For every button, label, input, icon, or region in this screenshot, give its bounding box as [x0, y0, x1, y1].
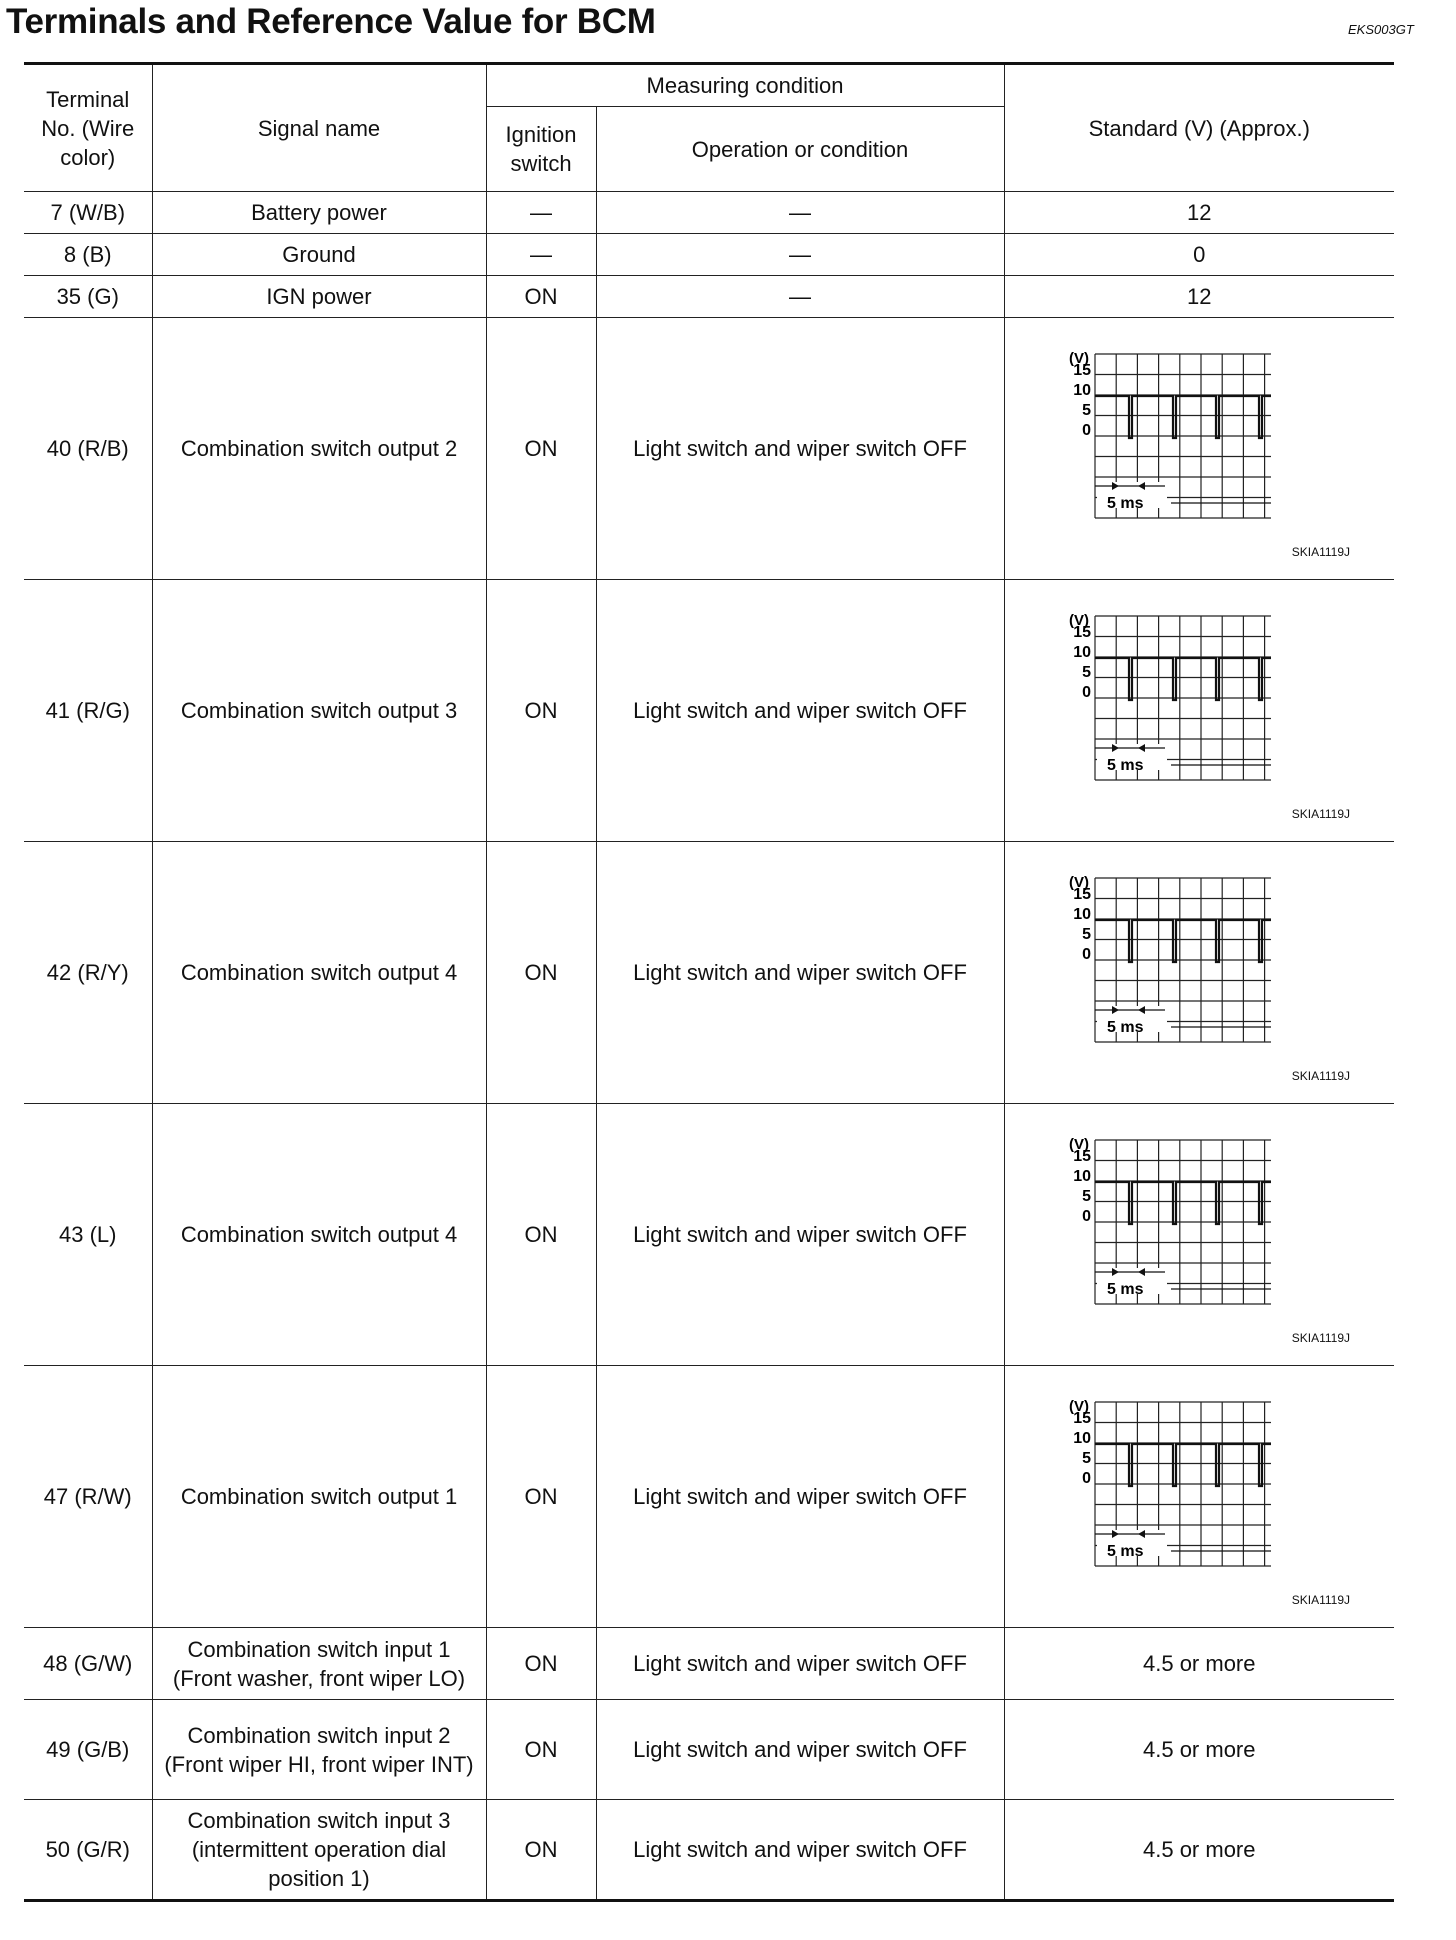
waveform-cell [1004, 318, 1394, 580]
signal-cell: Combination switch output 1 [152, 1366, 486, 1628]
y-axis-unit: (V) [1068, 1136, 1089, 1153]
header-measuring-condition: Measuring condition [486, 64, 1004, 107]
header-terminal: Terminal No. (Wire color) [24, 64, 152, 192]
signal-cell: Combination switch output 3 [152, 580, 486, 842]
oscilloscope-waveform [1031, 348, 1271, 528]
condition-cell: Light switch and wiper switch OFF [596, 842, 1004, 1104]
table-row [24, 276, 1394, 318]
standard-cell: 12 [1004, 276, 1394, 318]
terminal-cell: 48 (G/W) [24, 1628, 152, 1700]
header-signal-name: Signal name [152, 64, 486, 192]
y-tick-label: 15 [1072, 1410, 1091, 1427]
table-row [24, 318, 1394, 580]
terminal-cell: 43 (L) [24, 1104, 152, 1366]
waveform-cell [1004, 842, 1394, 1104]
y-tick-label: 10 [1072, 1430, 1091, 1447]
signal-cell: Combination switch input 1 (Front washer, front wiper LO) [152, 1628, 486, 1700]
signal-cell: Combination switch input 2 (Front wiper HI, front wiper INT) [152, 1700, 486, 1800]
y-tick-label: 5 [1081, 664, 1091, 681]
signal-trace [1095, 658, 1271, 700]
condition-cell: Light switch and wiper switch OFF [596, 1800, 1004, 1901]
time-scale-label: 5 ms [1106, 1543, 1143, 1560]
y-tick-label: 15 [1072, 624, 1091, 641]
table-row [24, 1628, 1394, 1700]
terminal-cell: 35 (G) [24, 276, 152, 318]
signal-trace [1095, 920, 1271, 962]
y-axis-unit: (V) [1068, 350, 1089, 367]
y-tick-label: 10 [1072, 382, 1091, 399]
page-title: Terminals and Reference Value for BCM [6, 2, 656, 41]
y-tick-label: 10 [1072, 644, 1091, 661]
header-operation: Operation or condition [596, 107, 1004, 192]
time-scale-label: 5 ms [1106, 1281, 1143, 1298]
ignition-cell: ON [486, 1104, 596, 1366]
terminal-cell: 40 (R/B) [24, 318, 152, 580]
time-scale-label: 5 ms [1106, 495, 1143, 512]
ignition-cell: ON [486, 842, 596, 1104]
table-row [24, 1366, 1394, 1628]
y-tick-label: 0 [1081, 684, 1091, 701]
ignition-cell: ON [486, 276, 596, 318]
terminal-cell: 47 (R/W) [24, 1366, 152, 1628]
signal-cell: IGN power [152, 276, 486, 318]
oscilloscope-waveform [1031, 610, 1271, 790]
oscilloscope-waveform [1031, 1134, 1271, 1314]
y-tick-label: 10 [1072, 1168, 1091, 1185]
y-axis-unit: (V) [1068, 1398, 1089, 1415]
table-row [24, 1800, 1394, 1901]
figure-code: SKIA1119J [1291, 1331, 1350, 1345]
signal-cell: Battery power [152, 192, 486, 234]
header-standard: Standard (V) (Approx.) [1004, 64, 1394, 192]
figure-code: SKIA1119J [1291, 545, 1350, 559]
time-scale-label: 5 ms [1106, 757, 1143, 774]
header-ignition-switch: Ignition switch [486, 107, 596, 192]
figure-code: SKIA1119J [1291, 807, 1350, 821]
ignition-cell: ON [486, 1700, 596, 1800]
terminal-cell: 7 (W/B) [24, 192, 152, 234]
bcm-terminal-table [24, 62, 1394, 1902]
signal-cell: Ground [152, 234, 486, 276]
figure-code: SKIA1119J [1291, 1069, 1350, 1083]
standard-cell: 4.5 or more [1004, 1700, 1394, 1800]
condition-cell: Light switch and wiper switch OFF [596, 1366, 1004, 1628]
signal-cell: Combination switch output 4 [152, 842, 486, 1104]
terminal-cell: 49 (G/B) [24, 1700, 152, 1800]
y-tick-label: 5 [1081, 1188, 1091, 1205]
condition-cell: — [596, 234, 1004, 276]
y-axis-unit: (V) [1068, 874, 1089, 891]
y-tick-label: 15 [1072, 886, 1091, 903]
terminal-cell: 41 (R/G) [24, 580, 152, 842]
signal-trace [1095, 1444, 1271, 1486]
y-tick-label: 5 [1081, 926, 1091, 943]
ignition-cell: ON [486, 1366, 596, 1628]
y-tick-label: 0 [1081, 946, 1091, 963]
y-tick-label: 0 [1081, 422, 1091, 439]
signal-cell: Combination switch output 2 [152, 318, 486, 580]
y-tick-label: 5 [1081, 1450, 1091, 1467]
table-row [24, 234, 1394, 276]
condition-cell: Light switch and wiper switch OFF [596, 580, 1004, 842]
y-tick-label: 0 [1081, 1470, 1091, 1487]
ignition-cell: — [486, 192, 596, 234]
waveform-cell [1004, 580, 1394, 842]
table-row [24, 842, 1394, 1104]
table-row [24, 1700, 1394, 1800]
ignition-cell: ON [486, 318, 596, 580]
terminal-cell: 8 (B) [24, 234, 152, 276]
standard-cell: 0 [1004, 234, 1394, 276]
table-row [24, 192, 1394, 234]
y-tick-label: 5 [1081, 402, 1091, 419]
y-tick-label: 15 [1072, 362, 1091, 379]
time-scale-label: 5 ms [1106, 1019, 1143, 1036]
condition-cell: — [596, 192, 1004, 234]
figure-code: SKIA1119J [1291, 1593, 1350, 1607]
waveform-cell [1004, 1104, 1394, 1366]
condition-cell: Light switch and wiper switch OFF [596, 1700, 1004, 1800]
ignition-cell: ON [486, 580, 596, 842]
signal-trace [1095, 1182, 1271, 1224]
terminal-cell: 50 (G/R) [24, 1800, 152, 1901]
y-tick-label: 10 [1072, 906, 1091, 923]
standard-cell: 4.5 or more [1004, 1800, 1394, 1901]
signal-cell: Combination switch input 3 (intermittent operation dial position 1) [152, 1800, 486, 1901]
condition-cell: Light switch and wiper switch OFF [596, 1104, 1004, 1366]
y-axis-unit: (V) [1068, 612, 1089, 629]
condition-cell: Light switch and wiper switch OFF [596, 318, 1004, 580]
condition-cell: Light switch and wiper switch OFF [596, 1628, 1004, 1700]
standard-cell: 4.5 or more [1004, 1628, 1394, 1700]
y-tick-label: 15 [1072, 1148, 1091, 1165]
signal-cell: Combination switch output 4 [152, 1104, 486, 1366]
standard-cell: 12 [1004, 192, 1394, 234]
condition-cell: — [596, 276, 1004, 318]
ignition-cell: ON [486, 1628, 596, 1700]
oscilloscope-waveform [1031, 872, 1271, 1052]
document-code: EKS003GT [1348, 22, 1414, 37]
table-row [24, 580, 1394, 842]
oscilloscope-waveform [1031, 1396, 1271, 1576]
ignition-cell: — [486, 234, 596, 276]
ignition-cell: ON [486, 1800, 596, 1901]
y-tick-label: 0 [1081, 1208, 1091, 1225]
terminal-cell: 42 (R/Y) [24, 842, 152, 1104]
table-row [24, 1104, 1394, 1366]
signal-trace [1095, 396, 1271, 438]
waveform-cell [1004, 1366, 1394, 1628]
